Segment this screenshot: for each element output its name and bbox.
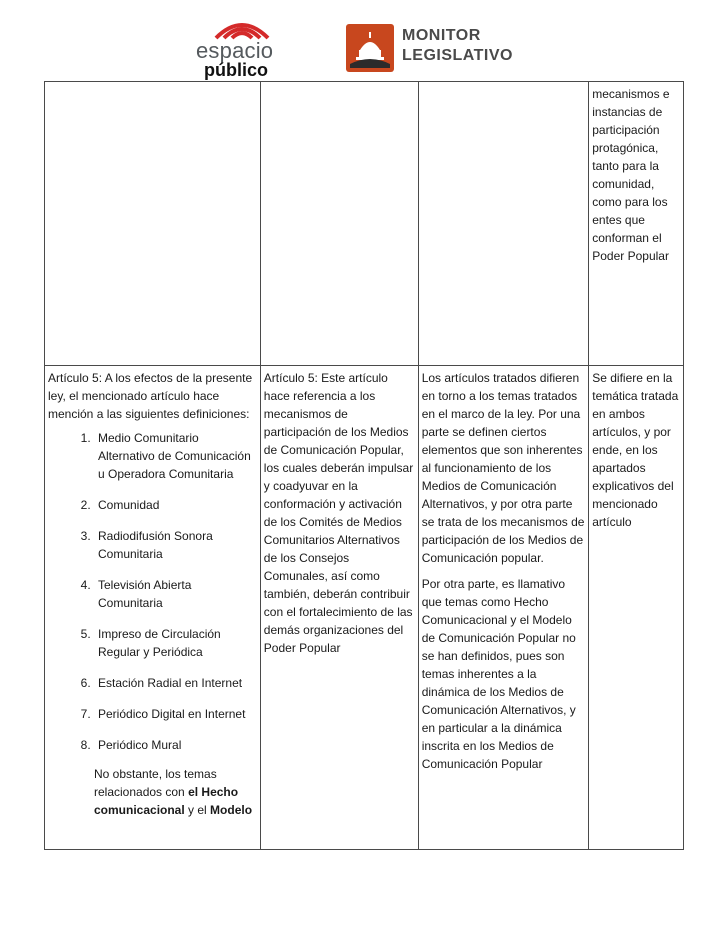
article-intro: Artículo 5: A los efectos de la presente ley, el mencionado artículo hace mención a las siguientes definiciones: bbox=[48, 371, 253, 421]
note-bold-text: Modelo bbox=[210, 803, 253, 817]
list-item: 6. Estación Radial en Internet bbox=[94, 674, 257, 692]
note-bold-text: el Hecho comunicacional bbox=[94, 785, 239, 817]
capitol-dome-icon bbox=[346, 24, 394, 72]
comparison-table bbox=[44, 81, 684, 850]
list-item: 4. Televisión Abierta Comunitaria bbox=[94, 576, 257, 612]
table-cell-empty bbox=[260, 82, 418, 366]
table-row bbox=[45, 366, 684, 850]
monitor-legislativo-logo bbox=[346, 24, 513, 72]
table-cell bbox=[589, 366, 684, 850]
espacio-publico-logo bbox=[196, 16, 296, 78]
table-cell bbox=[418, 366, 589, 850]
list-item: 3. Radiodifusión Sonora Comunitaria bbox=[94, 527, 257, 563]
note-text: No obstante, los temas relacionados con bbox=[94, 767, 217, 799]
list-item: 5. Impreso de Circulación Regular y Periódica bbox=[94, 625, 257, 661]
table-row bbox=[45, 82, 684, 366]
logo-left-line1: espacio bbox=[196, 38, 274, 63]
list-item: 7. Periódico Digital en Internet bbox=[94, 705, 257, 723]
definitions-list bbox=[48, 429, 257, 754]
table-cell bbox=[589, 82, 684, 366]
list-item: 2. Comunidad bbox=[94, 496, 257, 514]
logo-right-line1: MONITOR bbox=[402, 27, 481, 44]
signal-arcs-icon bbox=[210, 16, 274, 40]
logo-left-line2: público bbox=[204, 60, 268, 80]
table-cell-empty bbox=[45, 82, 261, 366]
note-paragraph bbox=[48, 765, 257, 819]
cell-paragraph: Los artículos tratados difieren en torno a los temas tratados en el marco de la ley. Por una parte se definen ciertos elementos que son inherentes al funcionamiento de los Medios de Comunicación Alternativos, y por otra parte se trata de los mecanismos de participación de los Medios de Comunicación popular. bbox=[421, 371, 585, 565]
list-item: 8. Periódico Mural bbox=[94, 736, 257, 754]
table-cell bbox=[260, 366, 418, 850]
table-cell-empty bbox=[418, 82, 589, 366]
cell-text: Se difiere en la temática tratada en ambos artículos, y por ende, en los apartados explicativos del mencionado artículo bbox=[592, 371, 679, 529]
cell-paragraph: Por otra parte, es llamativo que temas como Hecho Comunicacional y el Modelo de Comunicación Popular no se han definidos, pues son temas inherentes a la dinámica de los Medios de Comunicación Alternativos, y en particular a la dinámica inscrita en los Medios de Comunicación Popular bbox=[421, 577, 576, 771]
cell-text: mecanismos e instancias de participación protagónica, tanto para la comunidad, como para los entes que conforman el Poder Popular bbox=[592, 87, 670, 263]
table-cell bbox=[45, 366, 261, 850]
logo-right-line2: LEGISLATIVO bbox=[402, 47, 513, 64]
list-item: 1. Medio Comunitario Alternativo de Comunicación u Operadora Comunitaria bbox=[94, 429, 257, 483]
cell-text: Artículo 5: Este artículo hace referencia a los mecanismos de participación de los Medios de Comunicación Popular, los cuales deberán impulsar y coadyuvar en la conformación y activación de los Comités de Medios Comunitarios Alternativos de los Consejos Comunales, así como también, deberán contribuir con el fortalecimiento de las demás organizaciones del Poder Popular bbox=[263, 371, 414, 655]
note-text: y el bbox=[184, 803, 211, 817]
